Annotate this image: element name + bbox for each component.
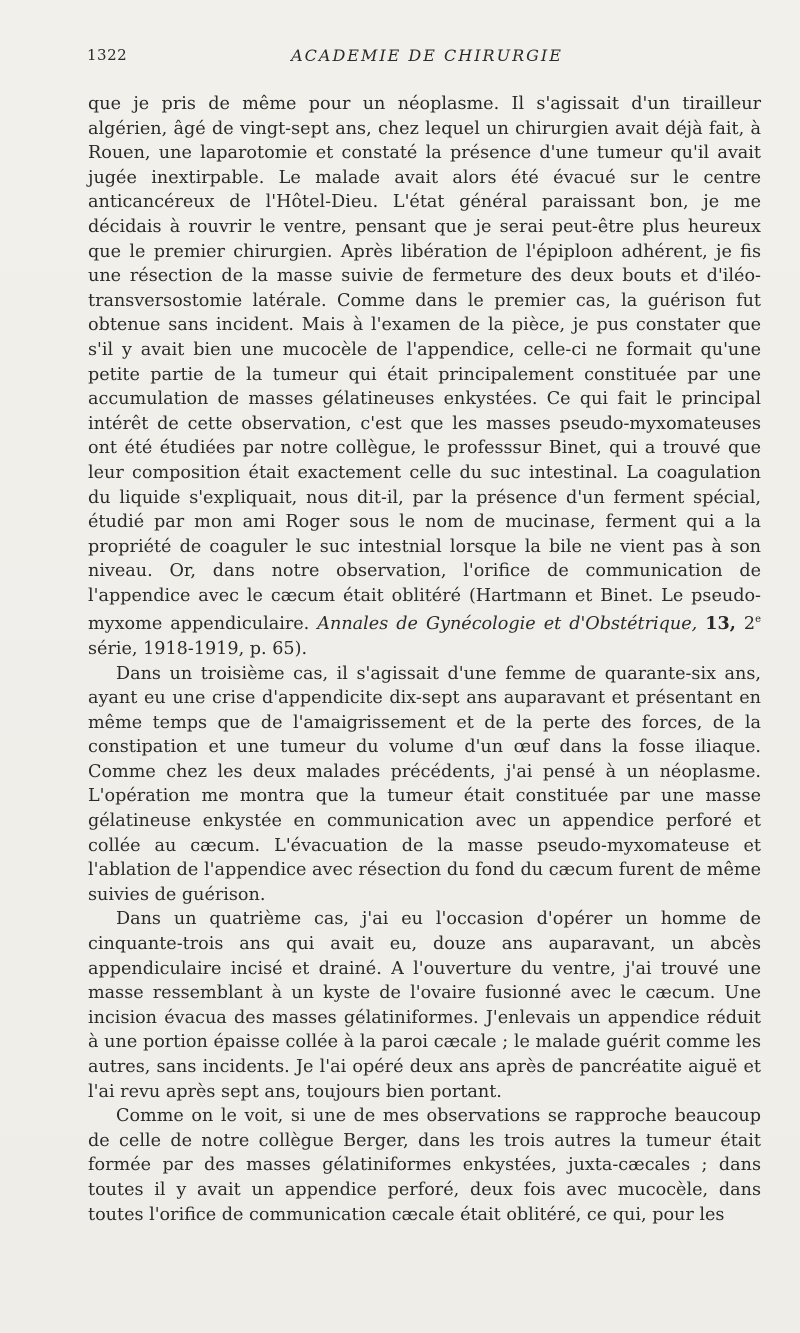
running-title: ACADEMIE DE CHIRURGIE: [291, 46, 563, 65]
journal-volume: 13,: [705, 613, 736, 635]
page-header: [87, 46, 767, 76]
journal-series-number: 2: [743, 614, 756, 635]
journal-title: Annales de Gynécologie et d'Obstétrique,: [317, 614, 698, 635]
paragraph-1-text: que je pris de même pour un néoplasme. Il s'agissait d'un tirailleur algérien, âgé de vingt-sept ans, chez lequel un chirurgien avait déjà fait, à Rouen, une laparotomie et constaté la présence d'une tumeur qu'il avait jugée inextirpable. Le malade avait alors été évacué sur le centre anticancéreux de l'Hôtel-Dieu. L'état général paraissant bon, je me décidais à rouvrir le ventre, pensant que je serai peut-être plus heureux que le premier chirurgien. Après libération de l'épiploon adhérent, je fis une résection de la masse suivie de fermeture des deux bouts et d'iléo-transversostomie latérale. Comme dans le premier cas, la guérison fut obtenue sans incident. Mais à l'examen de la pièce, je pus constater que s'il y avait bien une mucocèle de l'appendice, celle-ci ne formait qu'une petite partie de la tumeur qui était principalement constituée par une accumulation de masses gélatineuses enkystées. Ce qui fait le principal intérêt de cette observation, c'est que les masses pseudo-myxomateuses ont été étudiées par notre collègue, le professsur Binet, qui a trouvé que leur composition était exactement celle du suc intestinal. La coagulation du liquide s'expliquait, nous dit-il, par la présence d'un ferment spécial, étudié par mon ami Roger sous le nom de mucinase, ferment qui a la propriété de coaguler le suc intestnial lorsque la bile ne vient pas à son niveau. Or, dans notre observation, l'orifice de communication de l'appendice avec le cæcum était oblitéré (Hartmann et Binet. Le pseudo-myxome appendiculaire.: [88, 94, 761, 635]
paragraph-2: Dans un troisième cas, il s'agissait d'une femme de quarante-six ans, ayant eu une crise d'appendicite dix-sept ans auparavant et présentant en même temps que de l'amaigrissement et de la perte des forces, de la constipation et une tumeur du volume d'un œuf dans la fosse iliaque. Comme chez les deux malades précédents, j'ai pensé à un néoplasme. L'opération me montra que la tumeur était constituée par une masse gélatineuse enkystée en communication avec un appendice perforé et collée au cæcum. L'évacuation de la masse pseudo-myxomateuse et l'ablation de l'appendice avec résection du fond du cæcum furent de même suivies de guérison.: [88, 663, 761, 905]
page-number: 1322: [87, 46, 128, 64]
paragraph-1: [88, 92, 761, 662]
journal-series-superscript: e: [755, 614, 761, 626]
paragraph-4: Comme on le voit, si une de mes observations se rapproche beaucoup de celle de notre collègue Berger, dans les trois autres la tumeur était formée par des masses gélatiniformes enkystées, juxta-cæcales ; dans toutes il y avait un appendice perforé, deux fois avec mucocèle, dans toutes l'orifice de communication cæcale était oblitéré, ce qui, pour les: [88, 1106, 761, 1225]
journal-citation-tail: série, 1918-1919, p. 65).: [88, 638, 308, 659]
paragraph-3: Dans un quatrième cas, j'ai eu l'occasion d'opérer un homme de cinquante-trois ans qui avait eu, douze ans auparavant, un abcès appendiculaire incisé et drainé. A l'ouverture du ventre, j'ai trouvé une masse ressemblant à un kyste de l'ovaire fusionné avec le cæcum. Une incision évacua des masses gélatiniformes. J'enlevais un appendice réduit à une portion épaisse collée à la paroi cæcale ; le malade guérit comme les autres, sans incidents. Je l'ai opéré deux ans après de pancréatite aiguë et l'ai revu après sept ans, toujours bien portant.: [88, 909, 761, 1102]
body-text: [88, 92, 761, 1227]
